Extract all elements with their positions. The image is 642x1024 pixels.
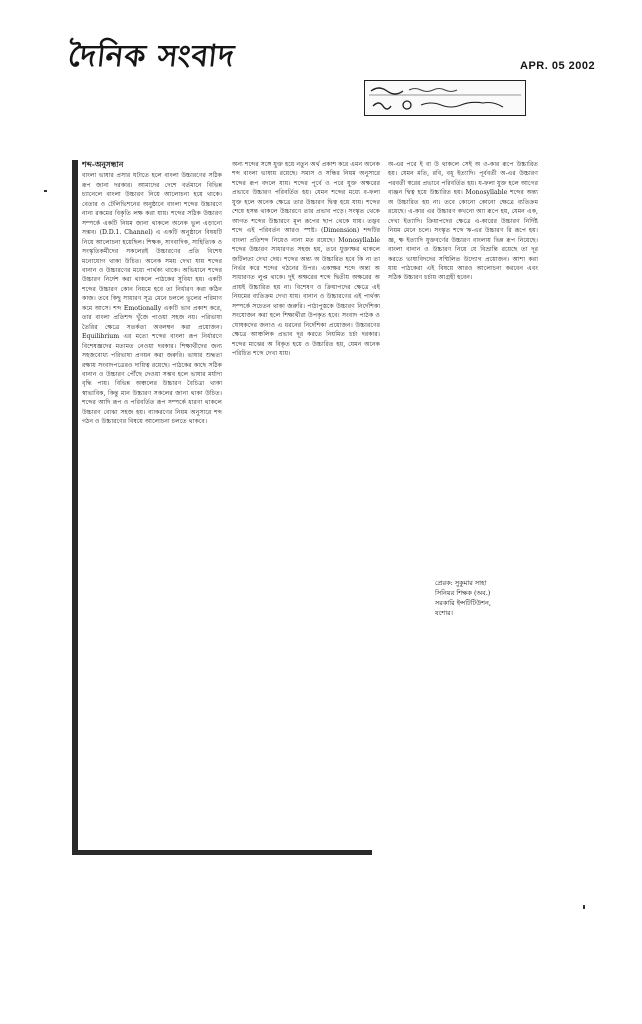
masthead: দৈনিক সংবাদ [66,39,237,74]
signature-line: সরকারি ইন্সটিটিউশন, [435,599,491,607]
column-3-text: অ-এর পরে ই বা উ থাকলে সেই অ ও-কার রূপে উচ্চারিত হয়। যেমন মতি, রবি, বধূ ইত্যাদি। পূর্ববর্তী অ-এর উচ্চারণ পরবর্তী স্বরের প্রভাবে পরিবর্তিত হয়। য-ফলা যুক্ত হলে আগের ব্যঞ্জন দ্বিত্ব হয়ে উচ্চারিত হয়। Monosyllable শব্দের অন্ত্য অ উচ্চারিত হয় না। তবে কোনো কোনো ক্ষেত্রে ব্যতিক্রম রয়েছে। এ-কার এর উচ্চারণ কখনো অ্যা রূপে হয়, যেমন এক, দেখা ইত্যাদি। ক্রিয়াপদের ক্ষেত্রে এ-কারের উচ্চারণ নির্দিষ্ট নিয়ম মেনে চলে। সংস্কৃত শব্দে ঋ-এর উচ্চারণ রি রূপে হয়। জ্ঞ, ক্ষ ইত্যাদি যুক্তবর্ণের উচ্চারণ বাংলায় ভিন্ন রূপ নিয়েছে। বাংলা বানান ও উচ্চারণ নিয়ে যে বিভ্রান্তি রয়েছে তা দূর করতে ভাষাবিদদের সম্মিলিত উদ্যোগ প্রয়োজন। আশা করা যায় পাঠকেরা এই বিষয়ে আরও আলোচনা করবেন এবং সঠিক উচ্চারণ চর্চায় আগ্রহী হবেন। [388,161,538,282]
scan-fleck [583,905,585,909]
article-signature [435,578,555,618]
article-column-2 [232,160,380,850]
article-column-3 [388,160,538,578]
article-heading: শব্দ-অনুসন্ধান [82,160,124,169]
scan-fleck [44,190,47,192]
signature-line: প্রেরক: সুকুমার সাহা [435,579,487,587]
column-2-text: অন্য শব্দের সঙ্গে যুক্ত হয়ে নতুন অর্থ প্রকাশ করে এমন অনেক শব্দ বাংলা ভাষায় রয়েছে। সমাস ও সন্ধির নিয়ম অনুসারে শব্দের রূপ বদলে যায়। শব্দের পূর্বে ও পরে যুক্ত অক্ষরের প্রভাবে উচ্চারণ পরিবর্তিত হয়। যেমন শব্দের মধ্যে ব-ফলা যুক্ত হলে অনেক ক্ষেত্রে তার উচ্চারণ দ্বিত্ব হয়ে যায়। শব্দের শেষে হসন্ত থাকলে উচ্চারণে তার প্রভাব পড়ে। সংস্কৃত থেকে আগত শব্দের উচ্চারণে মূল রূপের ছাপ থেকে যায়। তদ্ভব শব্দে এই পরিবর্তন আরও স্পষ্ট। (Dimension) শব্দটির বাংলা প্রতিশব্দ নিয়েও নানা মত রয়েছে। Monosyllable শব্দের উচ্চারণ সাধারণত সহজ হয়, তবে যুক্তাক্ষর থাকলে জটিলতা দেখা দেয়। শব্দের অন্ত্য অ উচ্চারিত হবে কি না তা নির্ভর করে শব্দের গঠনের উপর। একাক্ষর শব্দে অন্ত্য অ সাধারণত লুপ্ত থাকে। দুই অক্ষরের শব্দে দ্বিতীয় অক্ষরের অ প্রায়ই উচ্চারিত হয় না। বিশেষণ ও ক্রিয়াপদের ক্ষেত্রে এই নিয়মের ব্যতিক্রম দেখা যায়। বানান ও উচ্চারণের এই পার্থক্য সম্পর্কে সচেতন থাকা জরুরি। পাঠ্যপুস্তকে উচ্চারণ নির্দেশিকা সংযোজন করা হলে শিক্ষার্থীরা উপকৃত হবে। সংবাদ পাঠক ও ঘোষকদের জন্যও এ ধরনের নির্দেশিকা প্রয়োজন। উচ্চারণের ক্ষেত্রে আঞ্চলিক প্রভাব দূর করতে নিয়মিত চর্চা দরকার। শব্দের মাঝের অ বিকৃত হয়ে ও উচ্চারিত হয়, যেমন অনেক পরিচিত শব্দে দেখা যায়। [232,161,380,358]
article-column-1 [82,160,222,850]
slip-handwriting-icon [365,81,525,115]
column-1-text: বাংলা ভাষার প্রসার ঘটাতে হলে বাংলা উচ্চারণের সঠিক রূপ জানা দরকার। আমাদের দেশে বর্তমানে বিভিন্ন চ্যানেলে বাংলা উচ্চারণ নিয়ে আলোচনা হয়ে থাকে। বেতার ও টেলিভিশনের অনুষ্ঠানে বাংলা শব্দের উচ্চারণে নানা রকমের বিকৃতি লক্ষ করা যায়। শব্দের সঠিক উচ্চারণ সম্পর্কে একটি নিয়ম জানা থাকলে অনেক ভুল এড়ানো সম্ভব। (D.D.1. Channel) এ একটি অনুষ্ঠানে বিষয়টি নিয়ে আলোচনা হয়েছিল। শিক্ষক, সাংবাদিক, সাহিত্যিক ও সংস্কৃতিকর্মীদের সকলেরই উচ্চারণের প্রতি বিশেষ মনোযোগ থাকা উচিত। অনেক সময় দেখা যায় শব্দের বানান ও উচ্চারণের মধ্যে পার্থক্য থাকে। অভিধানে শব্দের উচ্চারণ নির্দেশ করা থাকলে পাঠকের সুবিধা হয়। একটি শব্দের উচ্চারণ কোন নিয়মে হবে তা নির্ধারণ করা কঠিন কাজ। তবে কিছু সাধারণ সূত্র মেনে চললে ভুলের পরিমাণ কমে আসে। শব্দ Emotionally একটি ভাব প্রকাশ করে, তার বাংলা প্রতিশব্দ খুঁজে পাওয়া সহজ নয়। পরিভাষা তৈরির ক্ষেত্রে সতর্কতা অবলম্বন করা প্রয়োজন। Equilibrium এর মতো শব্দের বাংলা রূপ নির্ধারণে বিশেষজ্ঞদের মতামত নেওয়া দরকার। শিক্ষার্থীদের জন্য সহজবোধ্য পরিভাষা প্রণয়ন করা জরুরি। ভাষার শুদ্ধতা রক্ষায় সংবাদপত্রেরও দায়িত্ব রয়েছে। পাঠকের কাছে সঠিক বানান ও উচ্চারণ পৌঁছে দেওয়া সম্ভব হলে ভাষার মর্যাদা বৃদ্ধি পায়। বিভিন্ন অঞ্চলের উচ্চারণ বৈচিত্র্য থাকা স্বাভাবিক, কিন্তু মান উচ্চারণ সকলের জানা থাকা উচিত। শব্দের আদি রূপ ও পরিবর্তিত রূপ সম্পর্কে ধারণা থাকলে উচ্চারণ বোঝা সহজ হয়। ব্যাকরণের নিয়ম অনুসারে শব্দ গঠন ও উচ্চারণের বিষয়ে আলোচনা চলতে থাকবে। [82,172,222,426]
date-stamp: APR. 05 2002 [520,60,596,72]
signature-line: যশোর। [435,609,453,617]
article-clipping [70,150,550,860]
signature-line: সিনিয়র শিক্ষক (অব.) [435,589,491,597]
reference-slip [364,80,526,116]
